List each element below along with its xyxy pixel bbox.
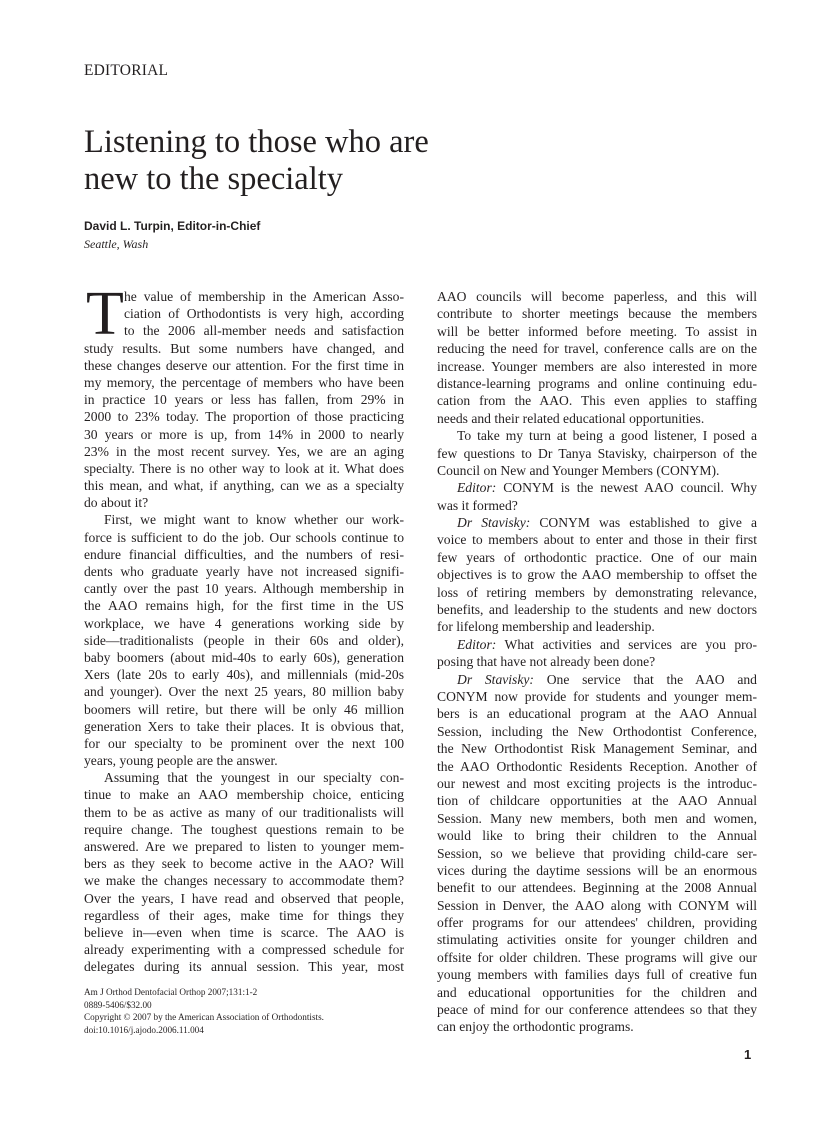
text-line: objectives is to grow the AAO membership to offset the	[437, 567, 757, 583]
text-line: To take my turn at being a good listener, I posed a	[457, 428, 757, 444]
speaker-text: CONYM is the newest AAO council. Why	[496, 480, 757, 496]
text-column-right	[437, 288, 757, 1036]
text-line: tion of childcare opportunities at the AAO Annual	[437, 793, 757, 809]
paragraph	[84, 280, 404, 511]
text-line: Council on New and Younger Members (CONYM).	[437, 462, 720, 478]
text-line: few years of orthodontic practice. One of our main	[437, 549, 757, 565]
paragraph	[84, 511, 404, 769]
text-line: this mean, and what, if anything, can we as a specialty	[84, 478, 404, 494]
text-line: bers as they seek to become active in the AAO? Will	[84, 856, 404, 872]
text-line: my memory, the percentage of members who have been	[84, 374, 404, 390]
text-line: study results. But some numbers have changed, and	[84, 340, 404, 356]
text-line: for lifelong membership and leadership.	[437, 619, 655, 635]
text-line: distance-learning programs and online continuing edu-	[437, 375, 757, 391]
text-line: and younger). Over the next 25 years, 80 million baby	[84, 684, 404, 700]
text-line: tinue to make an AAO membership choice, enticing	[84, 787, 404, 803]
text-column-left	[84, 280, 404, 976]
text-line: specialty. There is no other way to look at it. What does	[84, 460, 404, 476]
doi: doi:10.1016/j.ajodo.2006.11.004	[84, 1024, 204, 1035]
text-line: our newest and most exciting projects is the introduc-	[437, 775, 757, 791]
text-line	[437, 514, 757, 531]
journal-citation: Am J Orthod Dentofacial Orthop 2007;131:1-2	[84, 987, 258, 997]
text-line: cation from the AAO. This even applies to staffing	[437, 393, 757, 409]
speaker-text: One service that the AAO and	[533, 671, 757, 687]
text-line: young members with families days full of creative fun	[437, 967, 757, 983]
text-line: for our specialty to be prominent over the next 100	[84, 735, 404, 751]
text-line: was it formed?	[437, 497, 518, 513]
text-line	[437, 636, 757, 653]
paragraph	[84, 769, 404, 975]
speaker-label: Dr Stavisky:	[457, 515, 531, 531]
text-line: Xers (late 20s to early 40s), and millennials (mid-20s	[84, 667, 404, 683]
paragraph	[437, 427, 757, 479]
text-line: them to be as active as many of our traditionalists will	[84, 804, 404, 820]
text-line: generation Xers to take their places. It is obvious that,	[84, 718, 404, 734]
text-line: offsite for older children. These programs will give our	[437, 949, 757, 965]
text-line: delegates during its annual session. This year, most	[84, 959, 404, 975]
text-line: ciation of Orthodontists is very high, according	[124, 306, 404, 322]
text-line: First, we might want to know whether our work-	[104, 512, 404, 528]
text-line: in practice 10 years or less has fallen, from 29% in	[84, 392, 404, 408]
text-line: 2000 to 23% today. The proportion of those practicing	[84, 409, 404, 425]
text-line: the AAO Orthodontic Residents Reception. Another of	[437, 758, 757, 774]
paragraph	[437, 288, 757, 427]
text-line: he value of membership in the American Asso-	[124, 289, 404, 304]
text-line: boomers will retire, but there will be only 46 million	[84, 701, 404, 717]
paragraph	[437, 514, 757, 636]
text-line: already experimenting with a compressed schedule for	[84, 942, 404, 958]
text-line: will be better informed before meeting. To assist in	[437, 323, 757, 339]
paragraph	[437, 636, 757, 671]
author-byline: David L. Turpin, Editor-in-Chief	[84, 219, 261, 233]
text-line: Assuming that the youngest in our specialty con-	[104, 770, 404, 786]
text-line: AAO councils will become paperless, and this will	[437, 289, 757, 304]
text-line: believe in—even when time is scarce. The AAO is	[84, 924, 404, 940]
author-affiliation: Seattle, Wash	[84, 237, 149, 251]
paragraph	[437, 479, 757, 514]
copyright: Copyright © 2007 by the American Association of Orthodontists.	[84, 1012, 324, 1023]
text-line: peace of mind for our conference attendees so that they	[437, 1002, 757, 1018]
text-line: benefits, and leadership to the students and new doctors	[437, 602, 757, 618]
text-line: we make the changes necessary to accommodate them?	[84, 873, 404, 889]
speaker-label: Editor:	[457, 480, 497, 496]
text-line: these changes deserve our attention. For the first time in	[84, 357, 404, 373]
text-line: answered. Are we prepared to listen to younger mem-	[84, 839, 404, 854]
text-line: Over the years, I have read and observed that people,	[84, 890, 404, 906]
text-line: dents who graduate yearly have not increased signifi-	[84, 564, 404, 579]
speaker-text: What activities and services are you pro-	[496, 636, 757, 652]
text-line: and educational opportunities for the children and	[437, 984, 757, 1000]
text-line: stimulating activities onsite for younger children and	[437, 932, 757, 948]
text-line: 30 years or more is up, from 14% in 2000 to nearly	[84, 426, 404, 442]
text-line: regardless of their ages, make time for things they	[84, 907, 404, 923]
article-title	[84, 124, 429, 198]
text-line: bers is an educational program at the AAO Annual	[437, 706, 757, 722]
title-line: new to the specialty	[84, 161, 344, 197]
text-line: increase. Younger members are also interested in more	[437, 358, 757, 374]
text-line: reducing the need for travel, conference calls are on the	[437, 341, 757, 357]
text-line	[437, 479, 757, 496]
text-line: years, young people are the answer.	[84, 753, 278, 769]
text-line: offer programs for our attendees' children, providing	[437, 915, 757, 931]
text-line: Session, including the New Orthodontist Conference,	[437, 723, 757, 739]
text-line: posing that have not already been done?	[437, 654, 656, 670]
text-line: require change. The toughest questions remain to be	[84, 821, 404, 837]
issn-price: 0889-5406/$32.00	[84, 999, 152, 1010]
text-line: CONYM now provide for students and younger mem-	[437, 688, 757, 704]
speaker-label: Editor:	[457, 636, 497, 652]
title-line: Listening to those who are	[84, 124, 429, 160]
text-line: Session. Many new members, both men and women,	[437, 810, 757, 826]
section-label: EDITORIAL	[84, 62, 169, 79]
speaker-text: CONYM was established to give a	[530, 515, 757, 531]
text-line: vices during the daytime sessions will be an enormous	[437, 862, 757, 878]
drop-cap: T	[86, 280, 124, 348]
text-line: needs and their related educational opportunities.	[437, 410, 705, 426]
paragraph	[437, 671, 757, 1036]
text-line: can enjoy the orthodontic programs.	[437, 1019, 634, 1035]
text-line: Session, so we believe that providing child-care ser-	[437, 845, 757, 861]
page-number: 1	[744, 1047, 752, 1062]
text-line: workplace, we have 4 generations working side by	[84, 615, 404, 631]
text-line: the New Orthodontist Risk Management Seminar, and	[437, 741, 757, 757]
speaker-label: Dr Stavisky:	[457, 671, 534, 687]
text-line: cantly over the past 10 years. Although membership in	[84, 581, 404, 597]
text-line: loss of retiring members by demonstrating relevance,	[437, 584, 757, 600]
text-line: voice to members about to enter and those in their first	[437, 532, 757, 548]
text-line: side—traditionalists (people in their 60s and older),	[84, 632, 404, 648]
text-line: the AAO remains high, for the first time in the US	[84, 598, 404, 614]
text-line: contribute to shorter meetings because the members	[437, 306, 757, 322]
text-line: benefit to our attendees. Beginning at the 2008 Annual	[437, 880, 757, 896]
text-line: endure financial difficulties, and the numbers of resi-	[84, 546, 404, 562]
text-line	[437, 671, 757, 688]
text-line: baby boomers (about mid-40s to early 60s), generation	[84, 649, 404, 665]
citation-footnote	[84, 986, 324, 1036]
text-line: Session in Denver, the AAO along with CONYM will	[437, 897, 757, 913]
text-line: do about it?	[84, 495, 149, 511]
text-line: force is sufficient to do the job. Our schools continue to	[84, 529, 404, 545]
text-line: would like to bring their children to the Annual	[437, 828, 757, 844]
text-line: to the 2006 all-member needs and satisfaction	[124, 323, 404, 339]
text-line: few questions to Dr Tanya Stavisky, chairperson of the	[437, 445, 757, 461]
text-line: 23% in the most recent survey. Yes, we are an aging	[84, 443, 404, 459]
